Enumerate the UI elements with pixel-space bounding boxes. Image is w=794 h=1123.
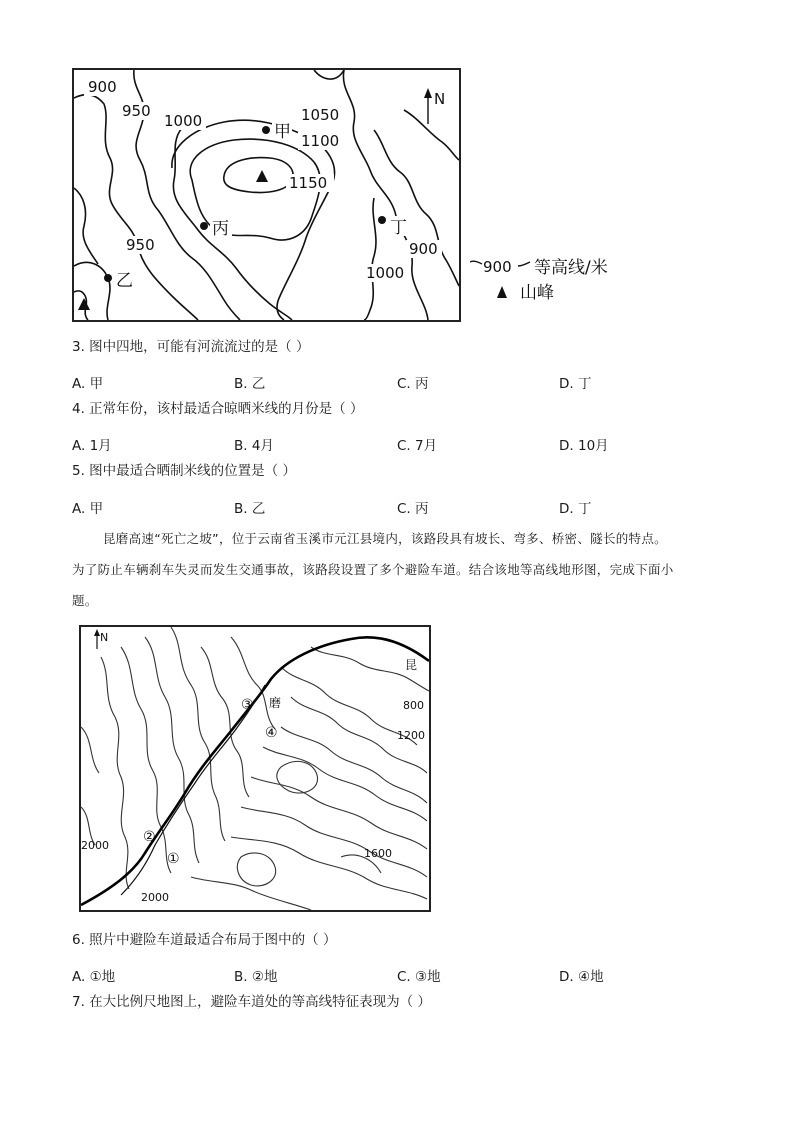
q5-option-d[interactable]: D. 丁 <box>559 501 592 517</box>
place-jia-dot <box>262 126 270 134</box>
question-5-stem: 5. 图中最适合晒制米线的位置是（ ） <box>72 463 296 479</box>
place-jia-label: 甲 <box>274 122 291 142</box>
contour-label-1000-se: 1000 <box>366 264 405 282</box>
passage-line-2: 为了防止车辆刹车失灵而发生交通事故，该路段设置了多个避险车道。结合该地等高线地形图，完成下面小 <box>72 562 674 577</box>
place-bing-label: 丙 <box>212 219 229 239</box>
contour-label-1100: 1100 <box>301 132 340 150</box>
contour-label-950-sw: 950 <box>126 236 155 254</box>
place-bing-dot <box>200 222 208 230</box>
map2-char-kun: 昆 <box>405 658 418 672</box>
map-legend <box>470 256 640 302</box>
q5-option-b[interactable]: B. 乙 <box>234 501 266 517</box>
legend-drawing <box>470 256 640 302</box>
q5-option-c[interactable]: C. 丙 <box>397 501 429 517</box>
map2-label-2000-w: 2000 <box>81 839 109 852</box>
map2-label-2000-s: 2000 <box>141 891 169 904</box>
question-3-stem: 3. 图中四地，可能有河流流过的是（ ） <box>72 339 310 355</box>
q4-option-a[interactable]: A. 1月 <box>72 438 112 454</box>
place-ding-label: 丁 <box>390 218 407 238</box>
question-7-stem: 7. 在大比例尺地图上，避险车道处的等高线特征表现为（ ） <box>72 994 431 1010</box>
q3-option-a[interactable]: A. 甲 <box>72 376 104 392</box>
north-label-2: N <box>100 631 109 644</box>
place-yi-dot <box>104 274 112 282</box>
contour-map-2-drawing <box>81 627 429 910</box>
map2-label-800: 800 <box>403 699 424 712</box>
q4-option-c[interactable]: C. 7月 <box>397 438 438 454</box>
contour-label-900-nw: 900 <box>88 78 117 96</box>
q6-option-c[interactable]: C. ③地 <box>397 969 441 985</box>
passage-line-3: 题。 <box>72 593 98 608</box>
map2-char-mo: 磨 <box>269 696 282 710</box>
place-yi-label: 乙 <box>116 271 133 291</box>
q5-option-a[interactable]: A. 甲 <box>72 501 104 517</box>
q3-option-b[interactable]: B. 乙 <box>234 376 266 392</box>
contour-label-900-e: 900 <box>409 240 438 258</box>
peak-icon-sw <box>78 298 90 310</box>
contour-label-1050: 1050 <box>301 106 340 124</box>
highway-line <box>81 637 429 905</box>
marker-1: ① <box>167 851 180 867</box>
q4-option-d[interactable]: D. 10月 <box>559 438 609 454</box>
q6-option-a[interactable]: A. ①地 <box>72 969 116 985</box>
passage-line-1: 昆磨高速“死亡之坡”，位于云南省玉溪市元江县境内，该路段具有坡长、弯多、桥密、隧长的特点。 <box>103 531 667 546</box>
question-6-stem: 6. 照片中避险车道最适合布局于图中的（ ） <box>72 932 337 948</box>
marker-3: ③ <box>241 697 254 713</box>
marker-2: ② <box>143 829 156 845</box>
legend-contour-sample: 900 <box>483 258 512 276</box>
q4-option-b[interactable]: B. 4月 <box>234 438 274 454</box>
q6-option-b[interactable]: B. ②地 <box>234 969 278 985</box>
map2-label-1200: 1200 <box>397 729 425 742</box>
legend-peak-icon <box>497 286 507 298</box>
place-ding-dot <box>378 216 386 224</box>
peak-icon <box>256 170 268 182</box>
map2-label-1600: 1600 <box>364 847 392 860</box>
contour-map-1-drawing <box>74 70 459 320</box>
contour-label-950-n: 950 <box>122 102 151 120</box>
north-label: N <box>434 90 446 108</box>
q3-option-d[interactable]: D. 丁 <box>559 376 592 392</box>
q3-option-c[interactable]: C. 丙 <box>397 376 429 392</box>
contour-label-1150: 1150 <box>289 174 328 192</box>
q6-option-d[interactable]: D. ④地 <box>559 969 604 985</box>
contour-map-2 <box>79 625 431 912</box>
question-4-stem: 4. 正常年份，该村最适合晾晒米线的月份是（ ） <box>72 401 364 417</box>
legend-peak-label: 山峰 <box>520 283 554 302</box>
contour-map-1 <box>72 68 461 322</box>
legend-contour-label: 等高线/米 <box>534 258 608 278</box>
contour-label-1000-n: 1000 <box>164 112 203 130</box>
marker-4: ④ <box>265 725 278 741</box>
north-arrow-icon <box>424 88 432 98</box>
